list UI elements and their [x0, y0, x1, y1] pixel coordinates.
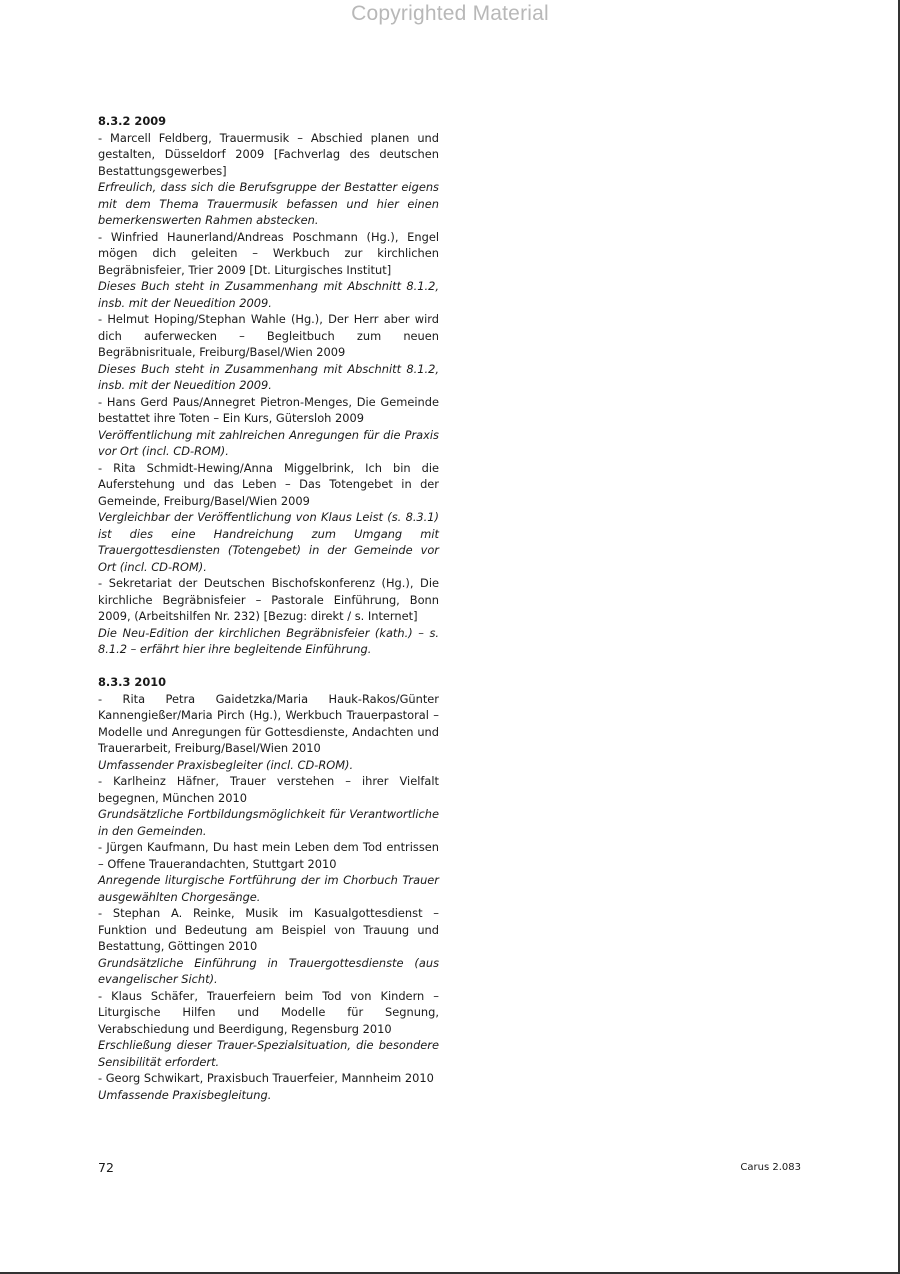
entry-comment: Umfassende Praxisbegleitung.: [98, 1087, 272, 1102]
entry-reference: - Stephan A. Reinke, Musik im Kasualgottesdienst – Funktion und Bedeutung am Beispiel von Trauung und Bestattung, Göttingen 2010: [98, 906, 439, 953]
bibliography-entry: [98, 394, 439, 460]
entry-reference: - Helmut Hoping/Stephan Wahle (Hg.), Der Herr aber wird dich auferwecken – Begleitbuch zum neuen Begräbnisrituale, Freiburg/Basel/Wien 2009: [98, 312, 439, 359]
catalog-code: Carus 2.083: [740, 1162, 801, 1173]
entry-reference: - Winfried Haunerland/Andreas Poschmann (Hg.), Engel mögen dich geleiten – Werkbuch zur kirchlichen Begräbnisfeier, Trier 2009 [Dt. Liturgisches Institut]: [98, 229, 439, 277]
bibliography-entry: [98, 229, 439, 312]
text-column: [98, 113, 439, 1103]
entry-reference: - Sekretariat der Deutschen Bischofskonferenz (Hg.), Die kirchliche Begräbnisfeier – Pastorale Einführung, Bonn 2009, (Arbeitshilfen Nr. 232) [Bezug: direkt / s. Internet]: [98, 576, 439, 623]
entry-comment: Dieses Buch steht in Zusammenhang mit Abschnitt 8.1.2, insb. mit der Neuedition 2009.: [98, 361, 439, 392]
entry-reference: - Marcell Feldberg, Trauermusik – Abschied planen und gestalten, Düsseldorf 2009 [Fachverlag des deutschen Bestattungsgewerbes]: [98, 130, 439, 178]
section-8-3-3: [98, 674, 439, 1103]
entry-comment: Vergleichbar der Veröffentlichung von Klaus Leist (s. 8.3.1) ist dies eine Handreichung zum Umgang mit Trauergottesdiensten (Totengebet) in der Gemeinde vor Ort (incl. CD-ROM).: [98, 510, 439, 574]
entry-comment: Erschließung dieser Trauer-Spezialsituation, die besondere Sensibilität erfordert.: [98, 1038, 439, 1069]
entry-comment: Umfassender Praxisbegleiter (incl. CD-ROM).: [98, 757, 354, 772]
entry-comment: Dieses Buch steht in Zusammenhang mit Abschnitt 8.1.2, insb. mit der Neuedition 2009.: [98, 279, 439, 310]
entry-comment: Anregende liturgische Fortführung der im Chorbuch Trauer ausgewählten Chorgesänge.: [98, 873, 439, 904]
bibliography-entry: [98, 905, 439, 988]
bibliography-entry: [98, 1070, 439, 1103]
entry-comment: Erfreulich, dass sich die Berufsgruppe der Bestatter eigens mit dem Thema Trauermusik befassen und hier einen bemerkenswerten Rahmen abstecken.: [98, 180, 439, 227]
page-number: 72: [98, 1160, 114, 1175]
bibliography-entry: [98, 773, 439, 839]
section-heading: 8.3.2 2009: [98, 114, 167, 128]
entry-comment: Grundsätzliche Fortbildungsmöglichkeit für Verantwortliche in den Gemeinden.: [98, 807, 439, 838]
bibliography-entry: [98, 575, 439, 658]
entry-reference: - Klaus Schäfer, Trauerfeiern beim Tod von Kindern – Liturgische Hilfen und Modelle für Segnung, Verabschiedung und Beerdigung, Regensburg 2010: [98, 988, 439, 1036]
entry-comment: Die Neu-Edition der kirchlichen Begräbnisfeier (kath.) – s. 8.1.2 – erfährt hier ihre begleitende Einführung.: [98, 625, 439, 656]
entry-reference: - Hans Gerd Paus/Annegret Pietron-Menges, Die Gemeinde bestattet ihre Toten – Ein Kurs, Gütersloh 2009: [98, 394, 439, 425]
entry-reference: - Rita Petra Gaidetzka/Maria Hauk-Rakos/Günter Kannengießer/Maria Pirch (Hg.), Werkbuch Trauerpastoral – Modelle und Anregungen für Gottesdienste, Andachten und Trauerarbeit, Freiburg/Basel/Wien 2010: [98, 691, 439, 755]
entry-reference: - Rita Schmidt-Hewing/Anna Miggelbrink, Ich bin die Auferstehung und das Leben – Das Totengebet in der Gemeinde, Freiburg/Basel/Wien 2009: [98, 460, 439, 508]
entry-reference: - Jürgen Kaufmann, Du hast mein Leben dem Tod entrissen – Offene Trauerandachten, Stuttgart 2010: [98, 840, 439, 871]
copyright-watermark: Copyrighted Material: [351, 2, 549, 25]
bibliography-entry: [98, 839, 439, 905]
entry-reference: - Karlheinz Häfner, Trauer verstehen – ihrer Vielfalt begegnen, München 2010: [98, 774, 439, 805]
entry-reference: - Georg Schwikart, Praxisbuch Trauerfeier, Mannheim 2010: [98, 1071, 434, 1085]
section-8-3-2: [98, 113, 439, 658]
entry-comment: Grundsätzliche Einführung in Trauergottesdienste (aus evangelischer Sicht).: [98, 955, 439, 986]
section-heading: 8.3.3 2010: [98, 675, 167, 689]
bibliography-entry: [98, 311, 439, 394]
bibliography-entry: [98, 691, 439, 774]
entry-comment: Veröffentlichung mit zahlreichen Anregungen für die Praxis vor Ort (incl. CD-ROM).: [98, 427, 439, 458]
bibliography-entry: [98, 460, 439, 576]
bibliography-entry: [98, 130, 439, 229]
bibliography-entry: [98, 988, 439, 1071]
